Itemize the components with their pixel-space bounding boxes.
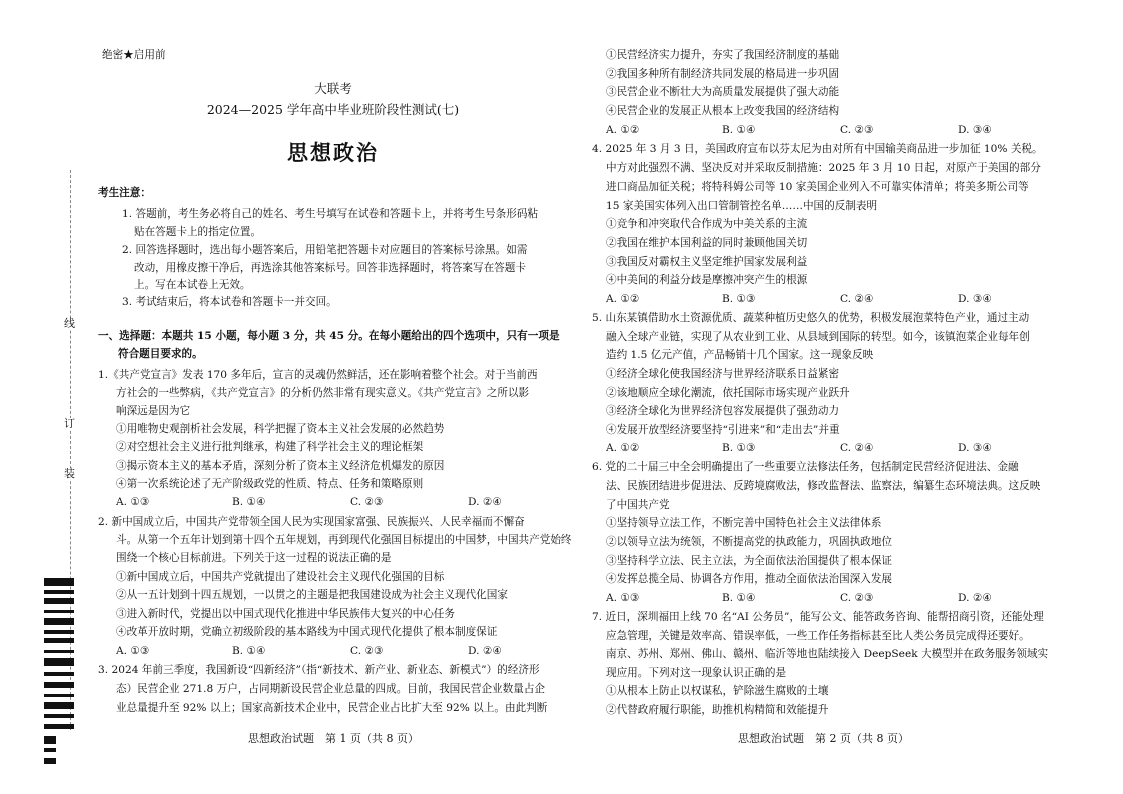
exam-title: 2024—2025 学年高中毕业班阶段性测试(七) xyxy=(206,102,460,117)
question-1-option-c[interactable]: C. ②③ xyxy=(350,496,384,508)
question-5-stem: 造约 1.5 亿元产值，产品畅销十几个国家。这一现象反映 xyxy=(606,349,874,361)
question-5-option-c[interactable]: C. ②④ xyxy=(840,442,874,454)
question-2-stem: 斗。从第一个五年计划到第十四个五年规划，再到现代化强国目标提出的中国梦，中国共产党始终 xyxy=(116,534,572,546)
question-6-item: ④发挥总揽全局、协调各方作用，推动全面依法治国深入发展 xyxy=(606,573,893,585)
question-4-item: ④中美间的利益分歧是摩擦冲突产生的根源 xyxy=(606,274,808,286)
notice-line: 上。写在本试卷上无效。 xyxy=(134,279,251,291)
question-1-item: ③揭示资本主义的基本矛盾，深刻分析了资本主义经济危机爆发的原因 xyxy=(116,460,445,472)
question-5-item: ②该地顺应全球化潮流，依托国际市场实现产业跃升 xyxy=(606,387,850,399)
page-footer: 思想政治试题 第 1 页（共 8 页） xyxy=(248,732,419,745)
question-2-item: ④改革开放时期，党确立初级阶段的基本路线为中国式现代化提供了根本制度保证 xyxy=(116,626,498,638)
question-3-option-d[interactable]: D. ③④ xyxy=(958,124,992,136)
question-1-option-b[interactable]: B. ①④ xyxy=(232,496,266,508)
question-5-item: ③经济全球化为世界经济包容发展提供了强劲动力 xyxy=(606,405,840,417)
question-3-item: ②我国多种所有制经济共同发展的格局进一步巩固 xyxy=(606,68,840,80)
notice-line: 贴在答题卡上的指定位置。 xyxy=(134,226,262,238)
question-7-stem: 7. 近日，深圳福田上线 70 名“AI 公务员”，能写公文、能答政务咨询、能帮招商引资，还能处理 xyxy=(592,611,1044,623)
page-left xyxy=(98,0,572,794)
exam-org-title: 大联考 xyxy=(314,81,352,96)
question-2-item: ①新中国成立后，中国共产党就提出了建设社会主义现代化强国的目标 xyxy=(116,571,445,583)
question-1-stem: 方社会的一些弊病，《共产党宣言》的分析仍然非常有现实意义。《共产党宣言》之所以影 xyxy=(116,387,530,399)
page-footer: 思想政治试题 第 2 页（共 8 页） xyxy=(738,732,909,745)
section-heading-cont: 符合题目要求的。 xyxy=(118,348,203,360)
barcode-bar xyxy=(44,618,74,625)
barcode-bar xyxy=(44,590,74,594)
subject-title: 思想政治 xyxy=(287,140,379,165)
question-3-item: ④民营企业的发展正从根本上改变我国的经济结构 xyxy=(606,105,840,117)
question-1-item: ②对空想社会主义进行批判继承，构建了科学社会主义的理论框架 xyxy=(116,441,424,453)
question-6-stem: 6. 党的二十届三中全会明确提出了一些重要立法修法任务，包括制定民营经济促进法、金融 xyxy=(592,461,1019,473)
page-right xyxy=(592,0,1049,794)
question-5-option-b[interactable]: B. ①③ xyxy=(722,442,756,454)
barcode-bar xyxy=(44,758,56,764)
question-6-stem: 了中国共产党 xyxy=(606,499,670,511)
notice-line: 改动，用橡皮擦干净后，再选涂其他答案标号。回答非选择题时，将答案写在答题卡 xyxy=(134,262,526,274)
question-1-item: ④第一次系统论述了无产阶级政党的性质、特点、任务和策略原则 xyxy=(116,478,424,490)
question-5-item: ④发展开放型经济要坚持“引进来”和“走出去”并重 xyxy=(606,424,840,436)
barcode-bar xyxy=(44,694,74,697)
question-2-option-d[interactable]: D. ②④ xyxy=(468,645,502,657)
question-7-item: ①从根本上防止以权谋私，铲除滋生腐败的土壤 xyxy=(606,685,829,697)
question-2-stem: 围绕一个核心目标前进。下列关于这一过程的说法正确的是 xyxy=(116,552,392,564)
barcode xyxy=(44,578,74,768)
barcode-bar xyxy=(44,598,74,604)
question-1-stem: 1.《共产党宣言》发表 170 多年后，宣言的灵魂仍然鲜活，还在影响着整个社会。对于当前西 xyxy=(98,369,538,381)
barcode-bar xyxy=(44,714,74,718)
question-3-stem: 态）民营企业 271.8 万户，占同期新设民营企业总量的四成。目前，我国民营企业数量占企 xyxy=(116,683,546,695)
question-1-option-d[interactable]: D. ②④ xyxy=(468,496,502,508)
question-6-option-c[interactable]: C. ②③ xyxy=(840,592,874,604)
question-7-item: ②代替政府履行职能，助推机构精简和效能提升 xyxy=(606,704,829,716)
question-2-item: ③进入新时代，党提出以中国式现代化推进中华民族伟大复兴的中心任务 xyxy=(116,608,455,620)
question-2-stem: 2. 新中国成立后，中国共产党带领全国人民为实现国家富强、民族振兴、人民幸福而不懈奋 xyxy=(98,516,525,528)
question-7-stem: 应急管理，关键是效率高、错误率低，一些工作任务指标甚至比人类公务员完成得还要好。 xyxy=(606,630,1030,642)
barcode-bar xyxy=(44,578,74,586)
barcode-bar xyxy=(44,724,74,729)
question-2-option-b[interactable]: B. ①④ xyxy=(232,645,266,657)
question-4-item: ③我国反对霸权主义坚定维护国家发展利益 xyxy=(606,256,808,268)
question-4-option-a[interactable]: A. ①② xyxy=(606,293,640,305)
question-4-option-c[interactable]: C. ②④ xyxy=(840,293,874,305)
binding-strip xyxy=(0,0,95,794)
question-1-option-a[interactable]: A. ①③ xyxy=(116,496,150,508)
barcode-bar xyxy=(44,736,56,744)
question-3-item: ③民营企业不断壮大为高质量发展提供了强大动能 xyxy=(606,86,840,98)
question-6-option-a[interactable]: A. ①③ xyxy=(606,592,640,604)
barcode-bar xyxy=(44,658,74,666)
binding-label-bind: 装 xyxy=(64,467,75,480)
question-3-option-c[interactable]: C. ②③ xyxy=(840,124,874,136)
barcode-bar xyxy=(44,672,74,676)
question-4-option-d[interactable]: D. ③④ xyxy=(958,293,992,305)
notice-line: 1. 答题前，考生务必将自己的姓名、考生号填写在试卷和答题卡上，并将考生号条形码粘 xyxy=(122,208,539,220)
question-5-stem: 融入全球产业链，实现了从农业到工业、从县域到国际的转型。如今，该镇泡菜企业每年创 xyxy=(606,331,1030,343)
question-4-stem: 15 家美国实体列入出口管制管控名单……中国的反制表明 xyxy=(606,200,878,212)
question-6-option-b[interactable]: B. ①④ xyxy=(722,592,756,604)
barcode-bar xyxy=(44,682,74,688)
barcode-bar xyxy=(44,650,74,653)
notice-line: 2. 回答选择题时，选出每小题答案后，用铅笔把答题卡对应题目的答案标号涂黑。如需 xyxy=(122,244,528,256)
question-3-stem: 3. 2024 年前三季度，我国新设“四新经济”（指“新技术、新产业、新业态、新模式”）的经济形 xyxy=(98,664,540,676)
question-3-option-b[interactable]: B. ①④ xyxy=(722,124,756,136)
question-4-stem: 中方对此强烈不满、坚决反对并采取反制措施：2025 年 3 月 10 日起，对原产于美国的部分 xyxy=(606,162,1041,174)
barcode-bar xyxy=(44,630,74,634)
notice-heading: 考生注意： xyxy=(98,187,151,199)
question-7-stem: 南京、苏州、郑州、佛山、赣州、临沂等地也陆续接入 DeepSeek 大模型并在政务服务领域实 xyxy=(606,648,1049,660)
question-3-item: ①民营经济实力提升，夯实了我国经济制度的基础 xyxy=(606,49,840,61)
binding-label-order: 订 xyxy=(64,417,75,430)
question-7-stem: 现应用。下列对这一现象认识正确的是 xyxy=(606,667,787,679)
question-6-option-d[interactable]: D. ②④ xyxy=(958,592,992,604)
section-heading: 一、选择题：本题共 15 小题，每小题 3 分，共 45 分。在每小题给出的四个选项中，只有一项是 xyxy=(98,330,560,342)
question-2-option-c[interactable]: C. ②③ xyxy=(350,645,384,657)
question-4-option-b[interactable]: B. ①③ xyxy=(722,293,756,305)
question-6-item: ③坚持科学立法、民主立法，为全面依法治国提供了根本保证 xyxy=(606,555,893,567)
question-4-stem: 进口商品加征关税；将特科姆公司等 10 家美国企业列入不可靠实体清单；将美多斯公司等 xyxy=(606,181,1029,193)
question-4-stem: 4. 2025 年 3 月 3 日，美国政府宣布以芬太尼为由对所有中国输美商品进一步加征 10% 关税。 xyxy=(592,143,1043,155)
question-6-stem: 法、民族团结进步促进法、反跨境腐败法，修改监督法、监察法，编纂生态环境法典。这反映 xyxy=(606,480,1041,492)
question-5-option-d[interactable]: D. ③④ xyxy=(958,442,992,454)
question-4-item: ②我国在维护本国利益的同时兼顾他国关切 xyxy=(606,237,808,249)
question-4-item: ①竞争和冲突取代合作成为中美关系的主流 xyxy=(606,218,808,230)
secret-label: 绝密★启用前 xyxy=(102,49,166,61)
barcode-bar xyxy=(44,748,56,752)
question-3-stem: 业总量提升至 92% 以上；国家高新技术企业中，民营企业占比扩大至 92% 以上。由此判断 xyxy=(116,702,548,714)
barcode-bar xyxy=(44,702,74,709)
barcode-bar xyxy=(44,638,74,643)
barcode-bar xyxy=(44,610,74,613)
question-5-option-a[interactable]: A. ①② xyxy=(606,442,640,454)
question-3-option-a[interactable]: A. ①② xyxy=(606,124,640,136)
binding-label-line: 线 xyxy=(64,317,75,330)
question-2-item: ②从一五计划到十四五规划，一以贯之的主题是把我国建设成为社会主义现代化国家 xyxy=(116,589,508,601)
notice-line: 3. 考试结束后，将本试卷和答题卡一并交回。 xyxy=(122,296,337,308)
question-6-item: ②以领导立法为统领，不断提高党的执政能力，巩固执政地位 xyxy=(606,536,893,548)
question-6-item: ①坚持领导立法工作，不断完善中国特色社会主义法律体系 xyxy=(606,517,882,529)
question-1-stem: 响深远是因为它 xyxy=(116,405,191,417)
question-5-stem: 5. 山东某镇借助水土资源优质、蔬菜种植历史悠久的优势，积极发展泡菜特色产业，通过主动 xyxy=(592,312,1030,324)
question-5-item: ①经济全球化使我国经济与世界经济联系日益紧密 xyxy=(606,368,840,380)
question-1-item: ①用唯物史观剖析社会发展，科学把握了资本主义社会发展的必然趋势 xyxy=(116,423,445,435)
question-2-option-a[interactable]: A. ①③ xyxy=(116,645,150,657)
